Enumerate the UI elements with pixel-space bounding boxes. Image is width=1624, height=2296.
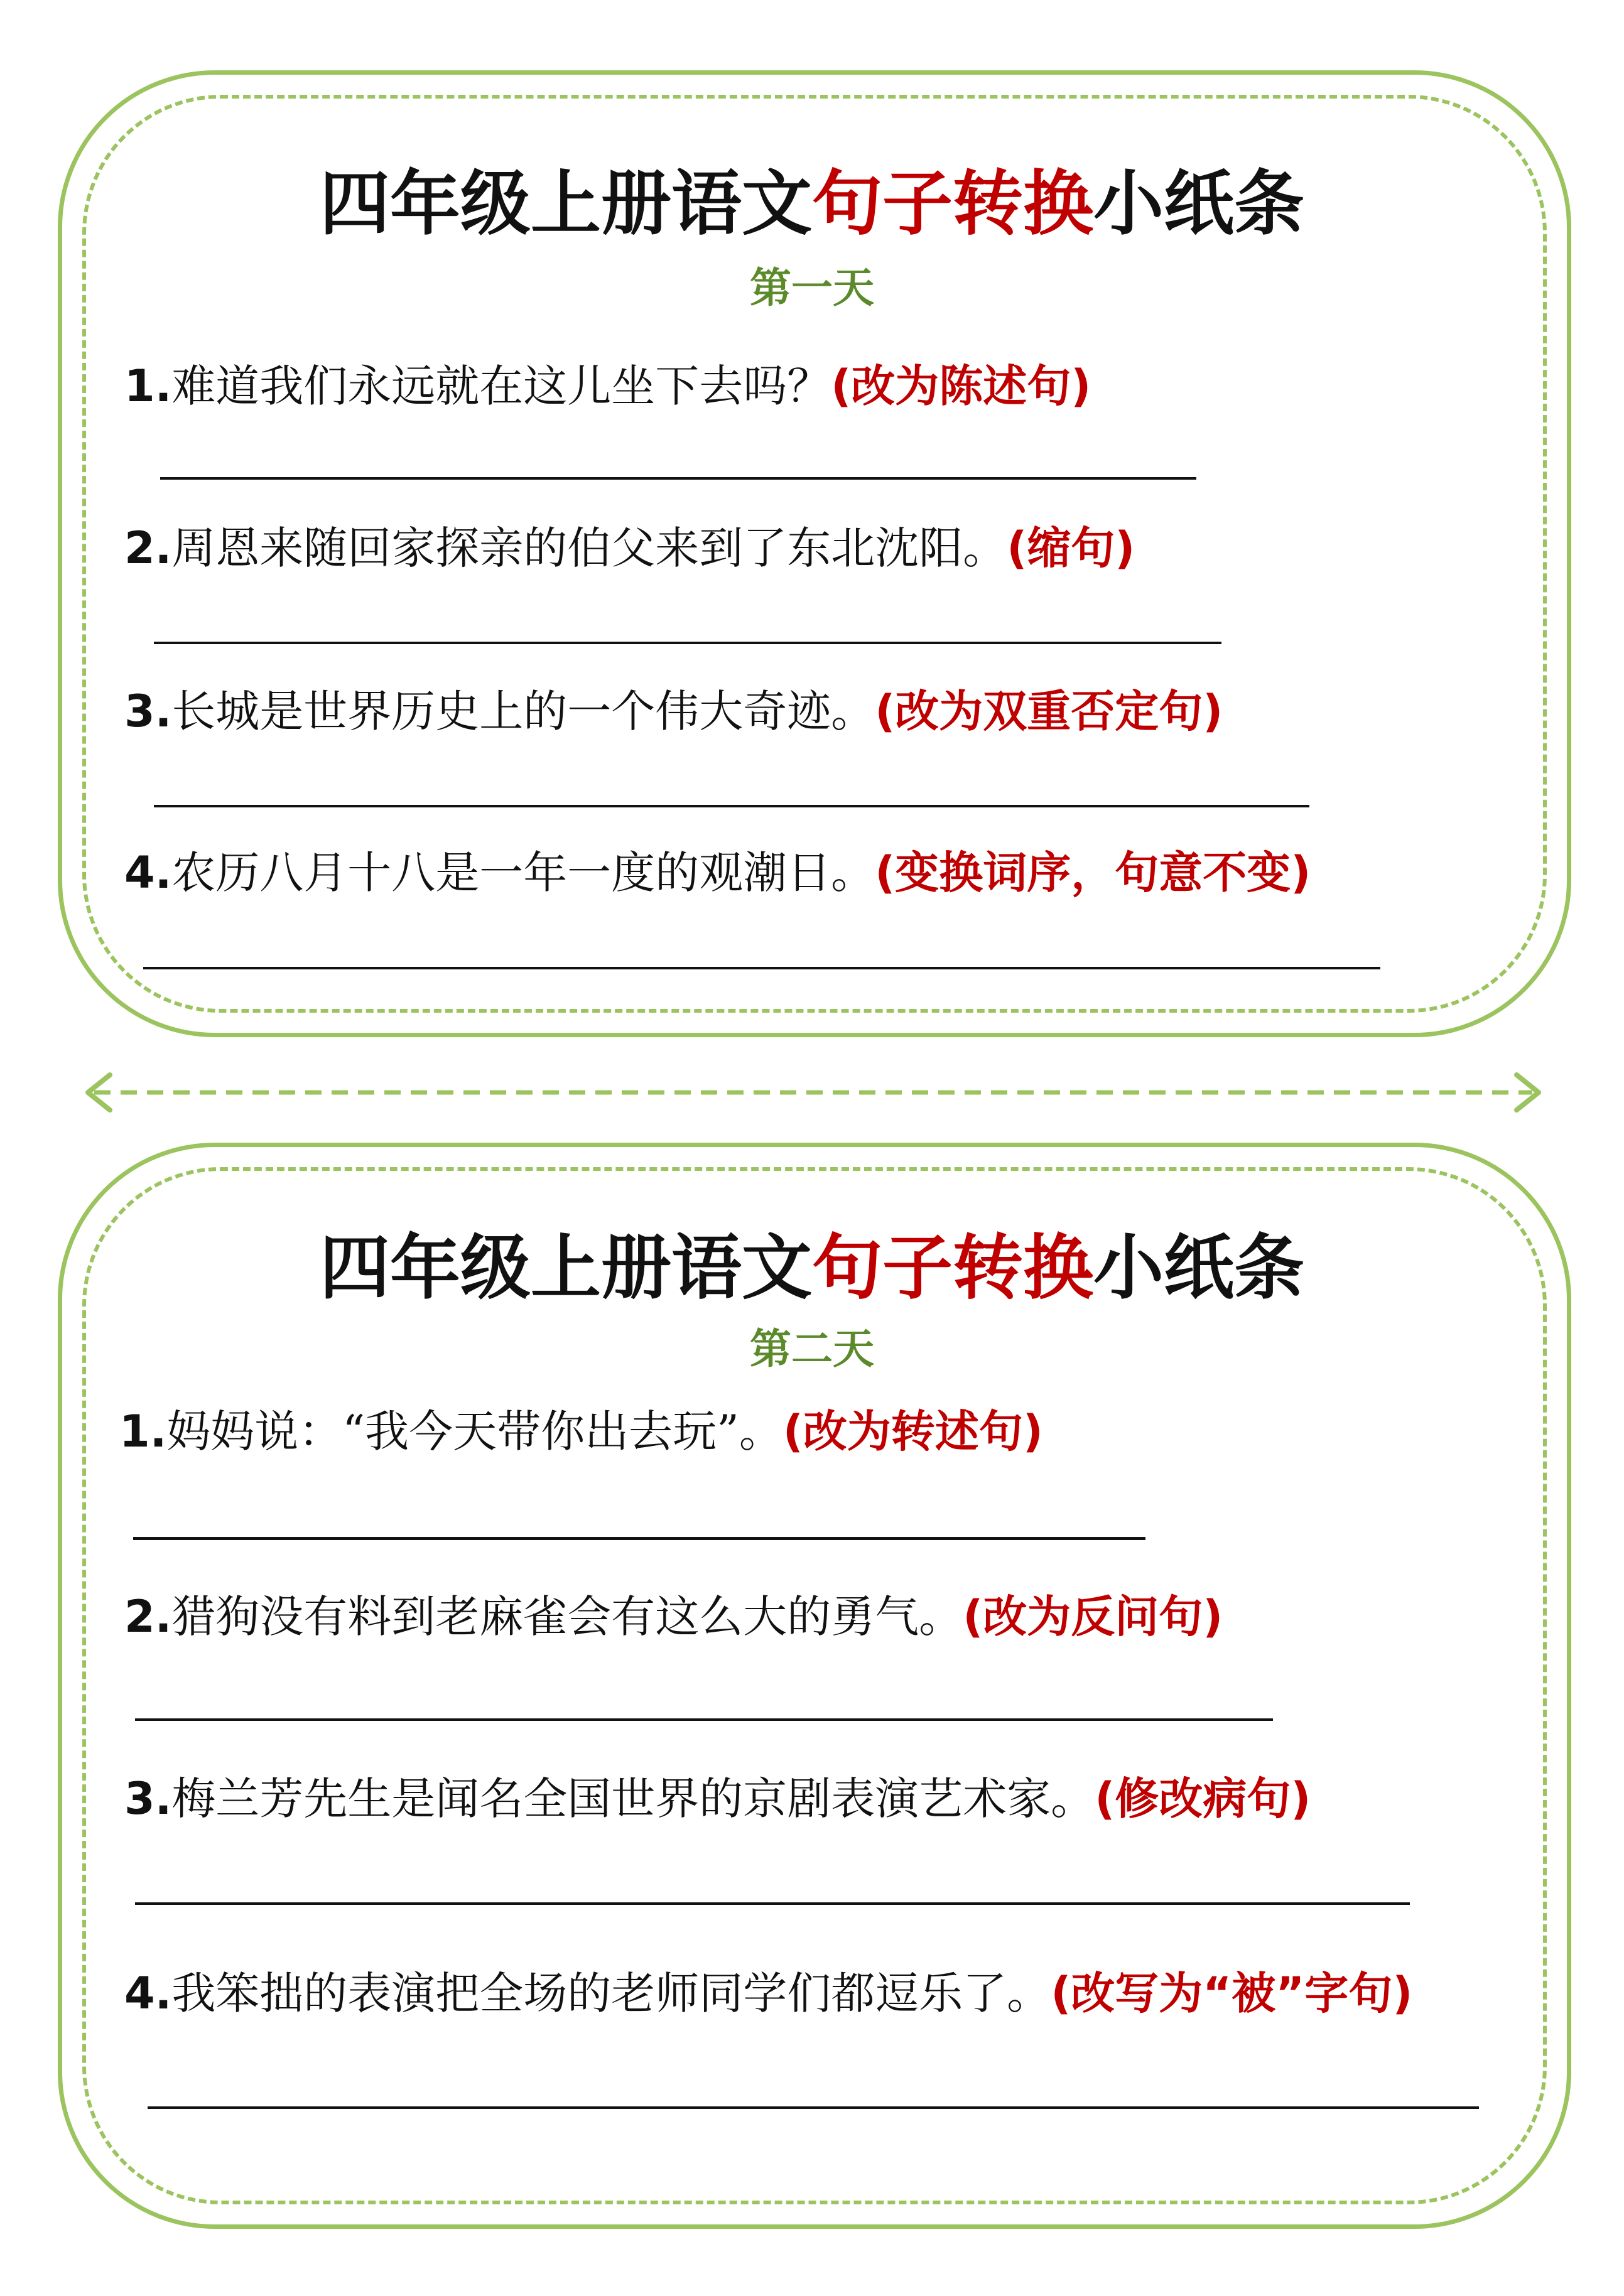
- question-text: 农历八月十八是一年一度的观潮日。: [171, 847, 875, 898]
- answer-line[interactable]: [135, 1902, 1410, 1905]
- question-number: 3.: [124, 686, 172, 737]
- question-text: 我笨拙的表演把全场的老师同学们都逗乐了。: [171, 1968, 1051, 2019]
- title-suffix: 小纸条: [1093, 163, 1304, 245]
- card-1-day-label: 第一天: [750, 264, 874, 312]
- question-task: (修改病句): [1095, 1773, 1311, 1824]
- dashed-arrow-divider: [0, 1067, 1624, 1118]
- answer-line[interactable]: [154, 642, 1221, 644]
- card-2-question-3: [124, 1773, 1311, 1824]
- answer-line[interactable]: [154, 805, 1309, 807]
- question-number: 3.: [124, 1773, 172, 1824]
- title-highlight: 句子转换: [812, 163, 1093, 245]
- question-task: (缩句): [1007, 522, 1135, 574]
- question-task: (改写为“被”字句): [1051, 1968, 1413, 2019]
- card-2-day-label: 第二天: [750, 1325, 874, 1373]
- title-prefix: 四年级上册语文: [320, 163, 812, 245]
- question-number: 1.: [119, 1406, 167, 1457]
- question-task: (改为双重否定句): [875, 686, 1223, 737]
- question-number: 1.: [124, 360, 172, 412]
- question-text: 长城是世界历史上的一个伟大奇迹。: [171, 686, 875, 737]
- question-text: 猎狗没有料到老麻雀会有这么大的勇气。: [171, 1591, 963, 1642]
- card-2-question-1: [119, 1406, 1043, 1457]
- card-1-question-1: [124, 360, 1091, 412]
- question-task: (改为转述句): [782, 1406, 1043, 1457]
- answer-line[interactable]: [148, 2106, 1479, 2109]
- question-task: (改为反问句): [963, 1591, 1223, 1642]
- title-suffix: 小纸条: [1093, 1227, 1304, 1309]
- title-highlight: 句子转换: [812, 1227, 1093, 1309]
- card-2-title: [0, 1212, 1624, 1313]
- question-number: 2.: [124, 522, 172, 574]
- question-number: 4.: [124, 847, 172, 898]
- card-1-question-4: [124, 847, 1311, 898]
- card-1-question-3: [124, 686, 1223, 737]
- question-text: 妈妈说：“我今天带你出去玩”。: [166, 1406, 783, 1457]
- card-1-question-2: [124, 522, 1135, 574]
- title-prefix: 四年级上册语文: [320, 1227, 812, 1309]
- answer-line[interactable]: [135, 1718, 1273, 1721]
- card-2-question-4: [124, 1968, 1413, 2019]
- question-task: (改为陈述句): [831, 360, 1091, 412]
- question-number: 4.: [124, 1968, 172, 2019]
- answer-line[interactable]: [133, 1537, 1145, 1540]
- question-text: 周恩来随回家探亲的伯父来到了东北沈阳。: [171, 522, 1007, 574]
- question-text: 梅兰芳先生是闻名全国世界的京剧表演艺术家。: [171, 1773, 1095, 1824]
- answer-line[interactable]: [160, 477, 1196, 480]
- card-1-title: [0, 148, 1624, 249]
- question-text: 难道我们永远就在这儿坐下去吗？: [171, 360, 831, 412]
- card-2-question-2: [124, 1591, 1223, 1642]
- answer-line[interactable]: [143, 967, 1380, 969]
- question-task: (变换词序，句意不变): [875, 847, 1311, 898]
- question-number: 2.: [124, 1591, 172, 1642]
